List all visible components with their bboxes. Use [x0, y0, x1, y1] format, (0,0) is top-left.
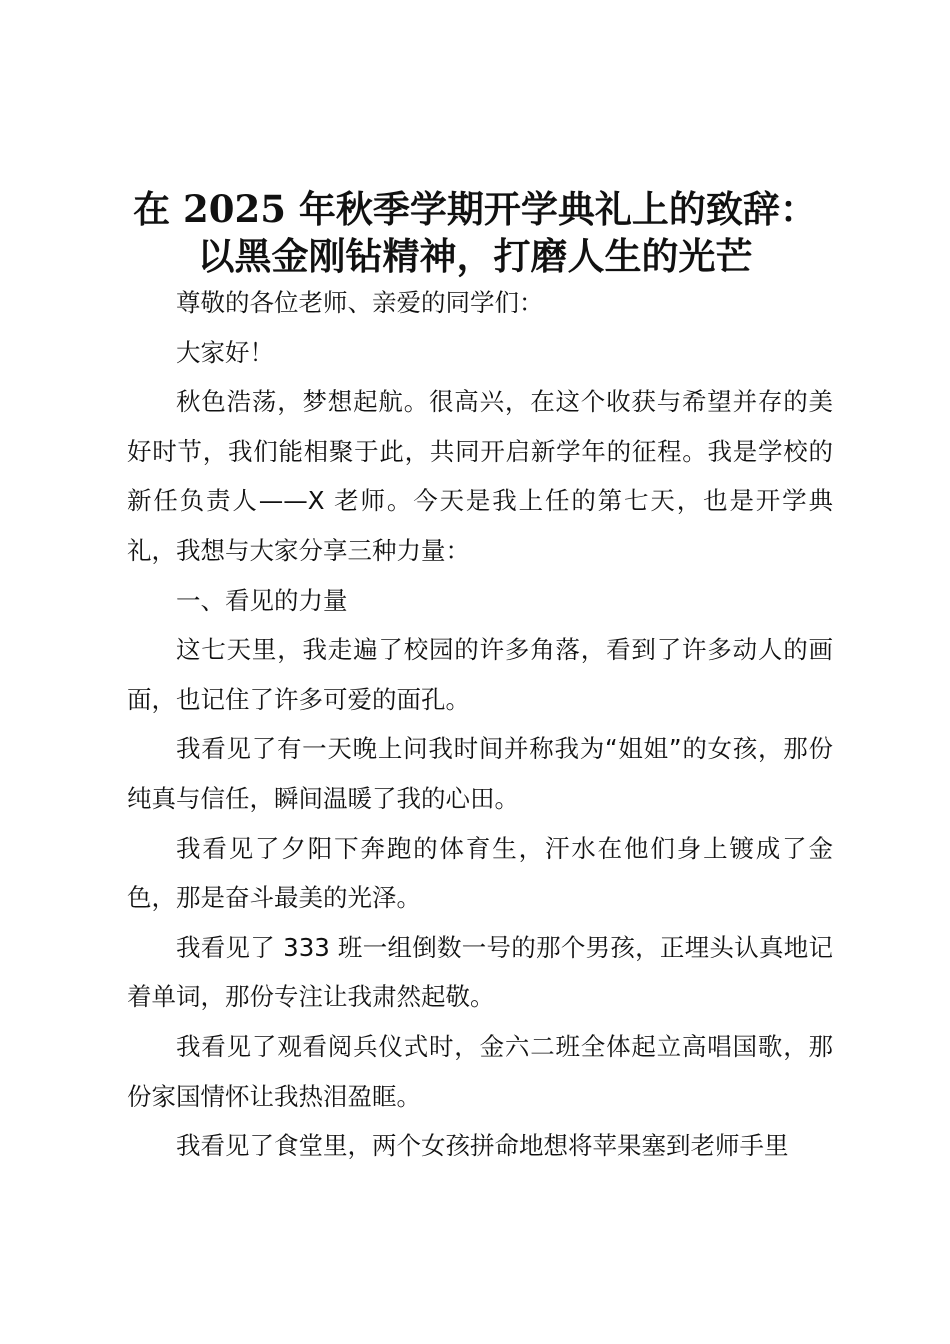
paragraph: 我看见了 333 班一组倒数一号的那个男孩，正埋头认真地记着单词，那份专注让我肃然起敬。: [127, 932, 833, 1012]
document-title-line-1: 在 2025 年秋季学期开学典礼上的致辞：: [133, 187, 817, 231]
paragraph: 我看见了夕阳下奔跑的体育生，汗水在他们身上镀成了金色，那是奋斗最美的光泽。: [127, 833, 833, 913]
paragraph: 秋色浩荡，梦想起航。很高兴，在这个收获与希望并存的美好时节，我们能相聚于此，共同开启新学年的征程。我是学校的新任负责人——X 老师。今天是我上任的第七天，也是开学典礼，我想与大家分享三种力量：: [127, 387, 833, 565]
paragraph: 我看见了食堂里，两个女孩拼命地想将苹果塞到老师手里: [176, 1131, 789, 1161]
paragraph: 我看见了观看阅兵仪式时，金六二班全体起立高唱国歌，那份家国情怀让我热泪盈眶。: [127, 1031, 833, 1111]
document-title-line-2: 以黑金刚钻精神，打磨人生的光芒: [197, 234, 753, 278]
document-body: [127, 278, 833, 1171]
paragraph: 我看见了有一天晚上问我时间并称我为“姐姐”的女孩，那份纯真与信任，瞬间温暖了我的心田。: [127, 734, 833, 813]
section-heading: 一、看见的力量: [176, 585, 348, 615]
paragraph: 这七天里，我走遍了校园的许多角落，看到了许多动人的画面，也记住了许多可爱的面孔。: [127, 635, 833, 714]
salutation: 尊敬的各位老师、亲爱的同学们：: [176, 288, 544, 317]
greeting: 大家好！: [176, 337, 274, 367]
